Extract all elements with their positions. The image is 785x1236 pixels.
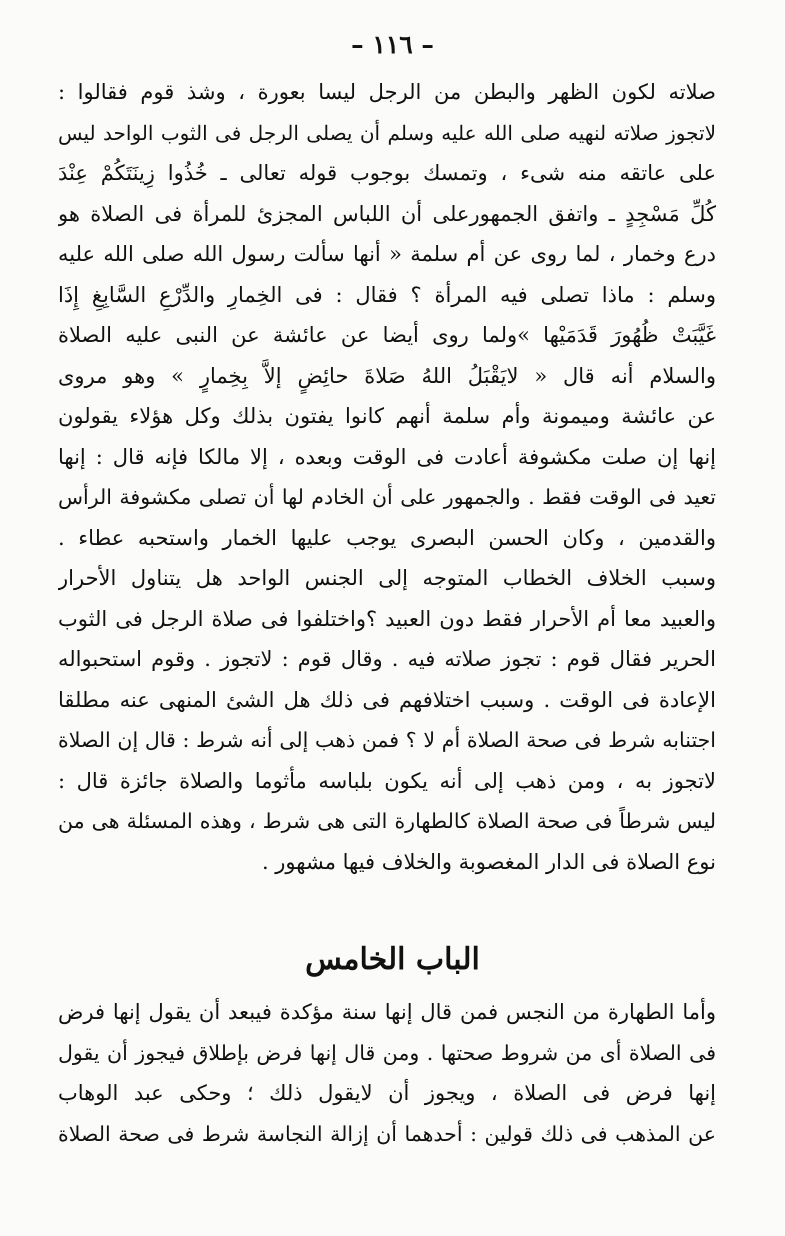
text-line: الحرير فقال قوم : تجوز صلاته فيه . وقال قوم : لاتجوز . وقوم استحبواله xyxy=(58,647,716,671)
text-line: لاتجوز صلاته لنهيه صلى الله عليه وسلم أن يصلى الرجل فى الثوب الواحد ليس xyxy=(58,120,716,145)
text-line: نوع الصلاة فى الدار المغصوبة والخلاف فيها مشهور . xyxy=(261,849,716,874)
section-1-text xyxy=(58,72,716,882)
text-line: على عاتقه منه شىء ، وتمسك بوجوب قوله تعالى ـ خُذُوا زِينَتَكُمْ عِنْدَ xyxy=(58,161,716,185)
page-number: – ١١٦ – xyxy=(351,30,434,59)
chapter-title: الباب الخامس xyxy=(305,942,480,977)
text-line: تعيد فى الوقت فقط . والجمهور على أن الخادم لها أن تصلى مكشوفة الرأس xyxy=(58,485,716,509)
section-2-text xyxy=(58,992,716,1154)
text-line: صلاته لكون الظهر والبطن من الرجل ليسا بعورة ، وشذ قوم فقالوا : xyxy=(58,80,716,104)
text-line: إنها إن صلت مكشوفة أعادت فى الوقت وبعده ، إلا مالكا فإنه قال : إنها xyxy=(58,444,716,469)
text-line: لاتجوز به ، ومن ذهب إلى أنه يكون بلباسه مأثوما والصلاة جائزة قال : xyxy=(58,768,716,793)
text-line: ليس شرطاً فى صحة الصلاة كالطهارة التى هى شرط ، وهذه المسئلة هى من xyxy=(58,809,716,833)
text-line: والسلام أنه قال « لايَقْبَلُ اللهُ صَلاةَ حائِضٍ إلاَّ بِخِمارٍ » وهو مروى xyxy=(58,363,716,388)
text-line: كُلِّ مَسْجِدٍ ـ واتفق الجمهورعلى أن اللباس المجزئ للمرأة فى الصلاة هو xyxy=(58,201,716,226)
text-line: عن المذهب فى ذلك قولين : أحدهما أن إزالة النجاسة شرط فى صحة الصلاة xyxy=(58,1121,716,1146)
text-line: والقدمين ، وكان الحسن البصرى يوجب عليها الخمار واستحبه عطاء . xyxy=(58,525,716,550)
text-line: الإعادة فى الوقت . وسبب اختلافهم فى ذلك هل الشئ المنهى عنه مطلقا xyxy=(58,687,716,712)
text-line: غَيَّبَتْ ظُهُورَ قَدَمَيْها »ولما روى أيضا عن عائشة عن النبى عليه الصلاة xyxy=(58,323,716,347)
text-line: وسبب الخلاف الخطاب المتوجه إلى الجنس الواحد هل يتناول الأحرار xyxy=(58,566,716,590)
text-line: إنها فرض فى الصلاة ، ويجوز أن لايقول ذلك ؛ وحكى عبد الوهاب xyxy=(58,1081,716,1105)
text-line: عن عائشة وميمونة وأم سلمة أنهم كانوا يفتون بذلك وكل هؤلاء يقولون xyxy=(58,404,716,428)
text-line: والعبيد معا أم الأحرار فقط دون العبيد ؟واختلفوا فى صلاة الرجل فى الثوب xyxy=(58,606,716,631)
text-line: فى الصلاة أى من شروط صحتها . ومن قال إنها فرض بإطلاق فيجوز أن يقول xyxy=(58,1040,716,1065)
text-line: اجتنابه شرط فى صحة الصلاة أم لا ؟ فمن ذهب إلى أنه شرط : قال إن الصلاة xyxy=(58,728,716,752)
text-line: درع وخمار ، لما روى عن أم سلمة « أنها سألت رسول الله صلى الله عليه xyxy=(58,242,716,266)
text-line: وأما الطهارة من النجس فمن قال إنها سنة مؤكدة فيبعد أن يقول إنها فرض xyxy=(58,1000,716,1024)
text-line: وسلم : ماذا تصلى فيه المرأة ؟ فقال : فى الخِمارِ والدِّرْعِ السَّابِغِ إِذَا xyxy=(58,282,716,307)
